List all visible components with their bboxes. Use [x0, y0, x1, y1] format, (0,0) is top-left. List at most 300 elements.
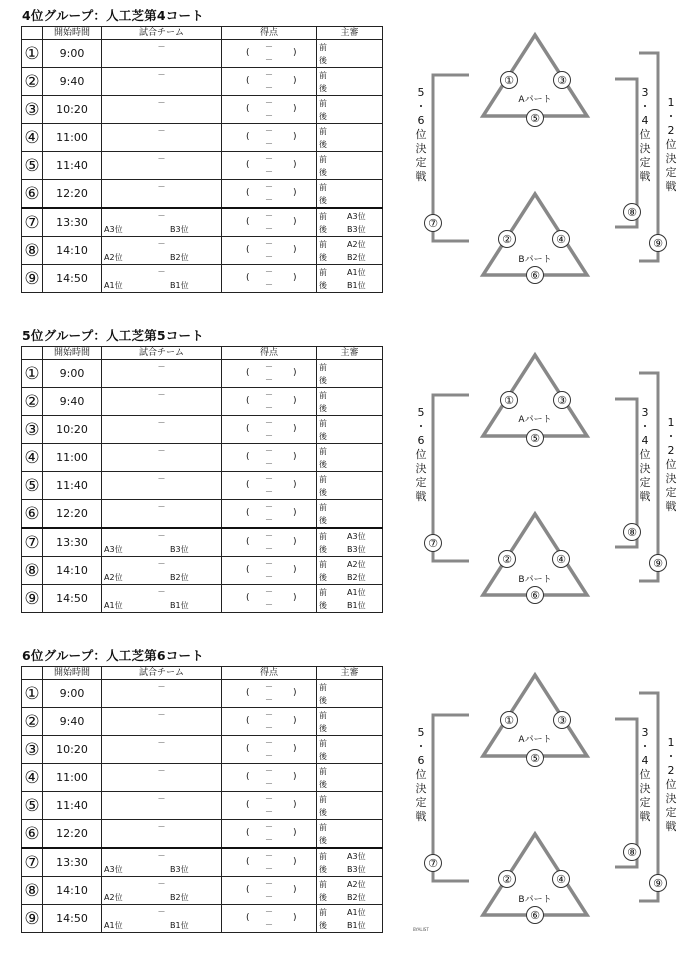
score-dash-second: －	[265, 252, 273, 261]
score-dash-second: －	[265, 83, 273, 92]
score-cell	[222, 557, 317, 585]
referee-back-team: B1位	[347, 601, 366, 610]
paren-close: )	[293, 368, 297, 378]
match-row	[22, 124, 383, 152]
score-cell	[222, 444, 317, 472]
referee-front-label: 前	[319, 419, 327, 428]
referee-back-team: B3位	[347, 545, 366, 554]
paren-close: )	[293, 48, 297, 58]
bracket-node-label: ⑨	[653, 237, 663, 250]
referee-front-team: A3位	[347, 852, 366, 861]
referee-back-team: B1位	[347, 921, 366, 930]
team-dash: －	[157, 738, 166, 747]
referee-back-label: 後	[319, 601, 327, 610]
referee-front-team: A2位	[347, 560, 366, 569]
referee-front-label: 前	[319, 183, 327, 192]
score-cell	[222, 124, 317, 152]
match-row	[22, 152, 383, 180]
match-row	[22, 208, 383, 237]
paren-open: (	[246, 744, 250, 754]
team-dash: －	[157, 587, 166, 596]
score-dash-first: －	[265, 446, 273, 455]
match-number: ⑧	[22, 557, 43, 585]
paren-open: (	[246, 828, 250, 838]
referee-front-label: 前	[319, 711, 327, 720]
match-number: ⑤	[22, 472, 43, 500]
team-a: A3位	[104, 225, 123, 234]
bracket-node-label: ④	[556, 553, 566, 566]
column-header: 主審	[317, 347, 383, 360]
score-cell	[222, 40, 317, 68]
referee-back-label: 後	[319, 808, 327, 817]
column-header: 主審	[317, 27, 383, 40]
match-teams	[102, 180, 222, 209]
match-number: ①	[22, 360, 43, 388]
score-cell	[222, 360, 317, 388]
part-b-label: Bパート	[518, 255, 552, 265]
referee-back-team: B3位	[347, 225, 366, 234]
paren-open: (	[246, 132, 250, 142]
score-cell	[222, 877, 317, 905]
paren-close: )	[293, 885, 297, 895]
part-b-label: Bパート	[518, 575, 552, 585]
paren-close: )	[293, 688, 297, 698]
team-b: B2位	[170, 253, 189, 262]
part-b-label: Bパート	[518, 895, 552, 905]
group-section	[0, 6, 700, 306]
paren-close: )	[293, 913, 297, 923]
bracket-node-label: ⑦	[428, 857, 438, 870]
paren-close: )	[293, 508, 297, 518]
score-dash-second: －	[265, 224, 273, 233]
team-dash: －	[157, 211, 166, 220]
match-number: ①	[22, 680, 43, 708]
column-header	[22, 347, 43, 360]
bracket-node-label: ⑧	[627, 206, 637, 219]
start-time: 10:20	[43, 416, 102, 444]
team-dash: －	[157, 531, 166, 540]
paren-close: )	[293, 217, 297, 227]
referee-cell	[317, 68, 383, 96]
referee-back-label: 後	[319, 893, 327, 902]
referee-cell	[317, 585, 383, 613]
team-a: A1位	[104, 281, 123, 290]
referee-front-label: 前	[319, 212, 327, 221]
start-time: 13:30	[43, 528, 102, 557]
team-b: B1位	[170, 601, 189, 610]
match-row	[22, 388, 383, 416]
start-time: 14:50	[43, 905, 102, 933]
score-dash-second: －	[265, 55, 273, 64]
team-dash: －	[157, 239, 166, 248]
score-cell	[222, 237, 317, 265]
score-cell	[222, 764, 317, 792]
bracket-right-label: 1 ・ 2 位 決 定 戦	[665, 96, 677, 193]
bracket-node-label: ①	[504, 394, 514, 407]
match-number: ⑨	[22, 265, 43, 293]
column-header	[22, 27, 43, 40]
score-dash-second: －	[265, 600, 273, 609]
bracket-node-label: ④	[556, 233, 566, 246]
paren-close: )	[293, 273, 297, 283]
score-dash-first: －	[265, 390, 273, 399]
schedule-table	[21, 346, 383, 613]
score-cell	[222, 208, 317, 237]
group-section	[0, 646, 700, 946]
bracket-node-label: ⑦	[428, 217, 438, 230]
referee-cell	[317, 124, 383, 152]
match-number: ⑦	[22, 528, 43, 557]
start-time: 9:00	[43, 680, 102, 708]
referee-cell	[317, 152, 383, 180]
paren-close: )	[293, 800, 297, 810]
score-dash-first: －	[265, 531, 273, 540]
match-teams	[102, 820, 222, 849]
referee-back-label: 後	[319, 168, 327, 177]
match-row	[22, 265, 383, 293]
paren-open: (	[246, 76, 250, 86]
score-cell	[222, 708, 317, 736]
match-number: ⑨	[22, 905, 43, 933]
referee-back-label: 後	[319, 376, 327, 385]
bracket-left-label: 5 ・ 6 位 決 定 戦	[415, 86, 427, 183]
match-teams	[102, 68, 222, 96]
start-time: 9:40	[43, 388, 102, 416]
score-dash-second: －	[265, 111, 273, 120]
match-teams	[102, 360, 222, 388]
referee-back-label: 後	[319, 460, 327, 469]
match-teams	[102, 905, 222, 933]
referee-front-label: 前	[319, 683, 327, 692]
score-cell	[222, 472, 317, 500]
match-teams	[102, 416, 222, 444]
team-dash: －	[157, 851, 166, 860]
match-row	[22, 848, 383, 877]
referee-back-label: 後	[319, 545, 327, 554]
match-number: ④	[22, 764, 43, 792]
referee-front-label: 前	[319, 447, 327, 456]
match-number: ③	[22, 96, 43, 124]
start-time: 12:20	[43, 500, 102, 529]
start-time: 13:30	[43, 848, 102, 877]
column-header: 得点	[222, 667, 317, 680]
score-cell	[222, 680, 317, 708]
score-dash-first: －	[265, 738, 273, 747]
bracket-node-label: ⑥	[530, 269, 540, 282]
score-dash-second: －	[265, 195, 273, 204]
referee-back-label: 後	[319, 573, 327, 582]
score-dash-first: －	[265, 211, 273, 220]
match-number: ④	[22, 444, 43, 472]
paren-open: (	[246, 913, 250, 923]
referee-cell	[317, 208, 383, 237]
score-dash-first: －	[265, 474, 273, 483]
team-a: A2位	[104, 573, 123, 582]
score-cell	[222, 416, 317, 444]
match-teams	[102, 764, 222, 792]
referee-front-label: 前	[319, 739, 327, 748]
column-header: 試合チーム	[102, 27, 222, 40]
match-row	[22, 820, 383, 849]
column-header: 得点	[222, 27, 317, 40]
match-row	[22, 585, 383, 613]
referee-front-label: 前	[319, 908, 327, 917]
start-time: 10:20	[43, 96, 102, 124]
match-teams	[102, 680, 222, 708]
match-row	[22, 528, 383, 557]
referee-cell	[317, 40, 383, 68]
score-dash-first: －	[265, 70, 273, 79]
referee-front-label: 前	[319, 560, 327, 569]
score-dash-second: －	[265, 431, 273, 440]
score-dash-first: －	[265, 710, 273, 719]
paren-open: (	[246, 424, 250, 434]
match-teams	[102, 736, 222, 764]
start-time: 11:40	[43, 152, 102, 180]
score-cell	[222, 585, 317, 613]
referee-back-label: 後	[319, 432, 327, 441]
referee-back-label: 後	[319, 196, 327, 205]
bracket-node-label: ④	[556, 873, 566, 886]
paren-close: )	[293, 744, 297, 754]
paren-close: )	[293, 160, 297, 170]
score-cell	[222, 792, 317, 820]
match-number: ②	[22, 708, 43, 736]
start-time: 11:00	[43, 764, 102, 792]
referee-back-label: 後	[319, 253, 327, 262]
match-number: ⑥	[22, 820, 43, 849]
match-number: ⑦	[22, 848, 43, 877]
team-dash: －	[157, 907, 166, 916]
score-dash-second: －	[265, 403, 273, 412]
team-a: A3位	[104, 545, 123, 554]
score-dash-first: －	[265, 267, 273, 276]
score-dash-second: －	[265, 920, 273, 929]
start-time: 12:20	[43, 820, 102, 849]
score-cell	[222, 500, 317, 529]
match-number: ①	[22, 40, 43, 68]
referee-front-label: 前	[319, 503, 327, 512]
referee-cell	[317, 416, 383, 444]
referee-front-label: 前	[319, 880, 327, 889]
referee-front-label: 前	[319, 532, 327, 541]
match-row	[22, 500, 383, 529]
match-row	[22, 68, 383, 96]
referee-front-label: 前	[319, 795, 327, 804]
score-dash-first: －	[265, 559, 273, 568]
score-cell	[222, 736, 317, 764]
team-dash: －	[157, 559, 166, 568]
score-dash-first: －	[265, 766, 273, 775]
header-row	[22, 27, 383, 40]
bracket-node-label: ⑥	[530, 909, 540, 922]
match-teams	[102, 528, 222, 557]
referee-front-label: 前	[319, 155, 327, 164]
score-dash-first: －	[265, 822, 273, 831]
bracket-node-label: ⑤	[530, 432, 540, 445]
team-dash: －	[157, 766, 166, 775]
score-cell	[222, 180, 317, 209]
column-header	[22, 667, 43, 680]
start-time: 14:50	[43, 265, 102, 293]
score-dash-first: －	[265, 182, 273, 191]
match-teams	[102, 237, 222, 265]
team-dash: －	[157, 502, 166, 511]
score-dash-first: －	[265, 126, 273, 135]
score-dash-first: －	[265, 794, 273, 803]
referee-front-label: 前	[319, 127, 327, 136]
bracket-node-label: ③	[557, 394, 567, 407]
paren-close: )	[293, 245, 297, 255]
referee-cell	[317, 736, 383, 764]
match-number: ⑤	[22, 792, 43, 820]
start-time: 11:40	[43, 472, 102, 500]
score-dash-first: －	[265, 907, 273, 916]
score-dash-first: －	[265, 418, 273, 427]
paren-open: (	[246, 508, 250, 518]
referee-back-label: 後	[319, 696, 327, 705]
referee-front-team: A1位	[347, 908, 366, 917]
start-time: 14:10	[43, 877, 102, 905]
score-dash-first: －	[265, 502, 273, 511]
bracket-node-label: ⑨	[653, 877, 663, 890]
paren-close: )	[293, 132, 297, 142]
referee-cell	[317, 557, 383, 585]
referee-front-team: A1位	[347, 588, 366, 597]
bracket-mid-label: 3 ・ 4 位 決 定 戦	[639, 406, 651, 503]
match-row	[22, 792, 383, 820]
paren-close: )	[293, 188, 297, 198]
referee-back-team: B3位	[347, 865, 366, 874]
match-row	[22, 708, 383, 736]
bracket-node-label: ②	[502, 233, 512, 246]
match-row	[22, 905, 383, 933]
team-dash: －	[157, 154, 166, 163]
team-a: A1位	[104, 921, 123, 930]
column-header: 主審	[317, 667, 383, 680]
start-time: 10:20	[43, 736, 102, 764]
score-dash-first: －	[265, 239, 273, 248]
referee-back-label: 後	[319, 404, 327, 413]
team-a: A1位	[104, 601, 123, 610]
paren-open: (	[246, 885, 250, 895]
referee-back-label: 後	[319, 112, 327, 121]
referee-back-label: 後	[319, 225, 327, 234]
bracket-node-label: ⑧	[627, 526, 637, 539]
team-dash: －	[157, 182, 166, 191]
referee-front-team: A1位	[347, 268, 366, 277]
score-dash-second: －	[265, 375, 273, 384]
paren-open: (	[246, 716, 250, 726]
match-number: ⑨	[22, 585, 43, 613]
score-cell	[222, 388, 317, 416]
schedule-table	[21, 26, 383, 293]
bracket-node-label: ⑤	[530, 752, 540, 765]
start-time: 9:00	[43, 40, 102, 68]
team-dash: －	[157, 446, 166, 455]
team-a: A2位	[104, 893, 123, 902]
score-dash-second: －	[265, 864, 273, 873]
referee-cell	[317, 708, 383, 736]
match-row	[22, 444, 383, 472]
match-number: ⑧	[22, 877, 43, 905]
team-b: B3位	[170, 545, 189, 554]
paren-open: (	[246, 188, 250, 198]
team-dash: －	[157, 42, 166, 51]
paren-open: (	[246, 452, 250, 462]
match-row	[22, 764, 383, 792]
score-dash-second: －	[265, 723, 273, 732]
team-b: B1位	[170, 281, 189, 290]
match-teams	[102, 585, 222, 613]
paren-open: (	[246, 688, 250, 698]
referee-cell	[317, 764, 383, 792]
match-teams	[102, 877, 222, 905]
match-number: ⑥	[22, 180, 43, 209]
score-cell	[222, 905, 317, 933]
team-dash: －	[157, 418, 166, 427]
team-dash: －	[157, 710, 166, 719]
paren-close: )	[293, 593, 297, 603]
team-a: A2位	[104, 253, 123, 262]
match-teams	[102, 500, 222, 529]
score-dash-second: －	[265, 892, 273, 901]
referee-front-team: A2位	[347, 880, 366, 889]
paren-open: (	[246, 537, 250, 547]
referee-front-label: 前	[319, 823, 327, 832]
paren-open: (	[246, 368, 250, 378]
paren-open: (	[246, 772, 250, 782]
match-row	[22, 680, 383, 708]
referee-cell	[317, 848, 383, 877]
referee-cell	[317, 877, 383, 905]
referee-front-label: 前	[319, 268, 327, 277]
referee-front-label: 前	[319, 767, 327, 776]
score-dash-second: －	[265, 779, 273, 788]
header-row	[22, 347, 383, 360]
group-title: 6位グループ：人工芝第6コート	[22, 648, 204, 663]
score-dash-second: －	[265, 807, 273, 816]
start-time: 13:30	[43, 208, 102, 237]
score-dash-second: －	[265, 751, 273, 760]
referee-back-label: 後	[319, 752, 327, 761]
team-b: B3位	[170, 225, 189, 234]
part-a-label: Aパート	[518, 735, 552, 745]
bracket-node-label: ⑤	[530, 112, 540, 125]
team-dash: －	[157, 879, 166, 888]
referee-back-team: B1位	[347, 281, 366, 290]
score-dash-second: －	[265, 572, 273, 581]
paren-open: (	[246, 160, 250, 170]
score-cell	[222, 68, 317, 96]
match-teams	[102, 265, 222, 293]
match-teams	[102, 152, 222, 180]
match-teams	[102, 472, 222, 500]
start-time: 11:00	[43, 124, 102, 152]
referee-front-team: A2位	[347, 240, 366, 249]
group-title: 4位グループ：人工芝第4コート	[22, 8, 204, 23]
referee-cell	[317, 500, 383, 529]
score-dash-first: －	[265, 682, 273, 691]
score-cell	[222, 152, 317, 180]
referee-cell	[317, 265, 383, 293]
score-dash-second: －	[265, 835, 273, 844]
team-dash: －	[157, 390, 166, 399]
team-dash: －	[157, 98, 166, 107]
score-cell	[222, 848, 317, 877]
referee-front-label: 前	[319, 391, 327, 400]
score-dash-first: －	[265, 879, 273, 888]
